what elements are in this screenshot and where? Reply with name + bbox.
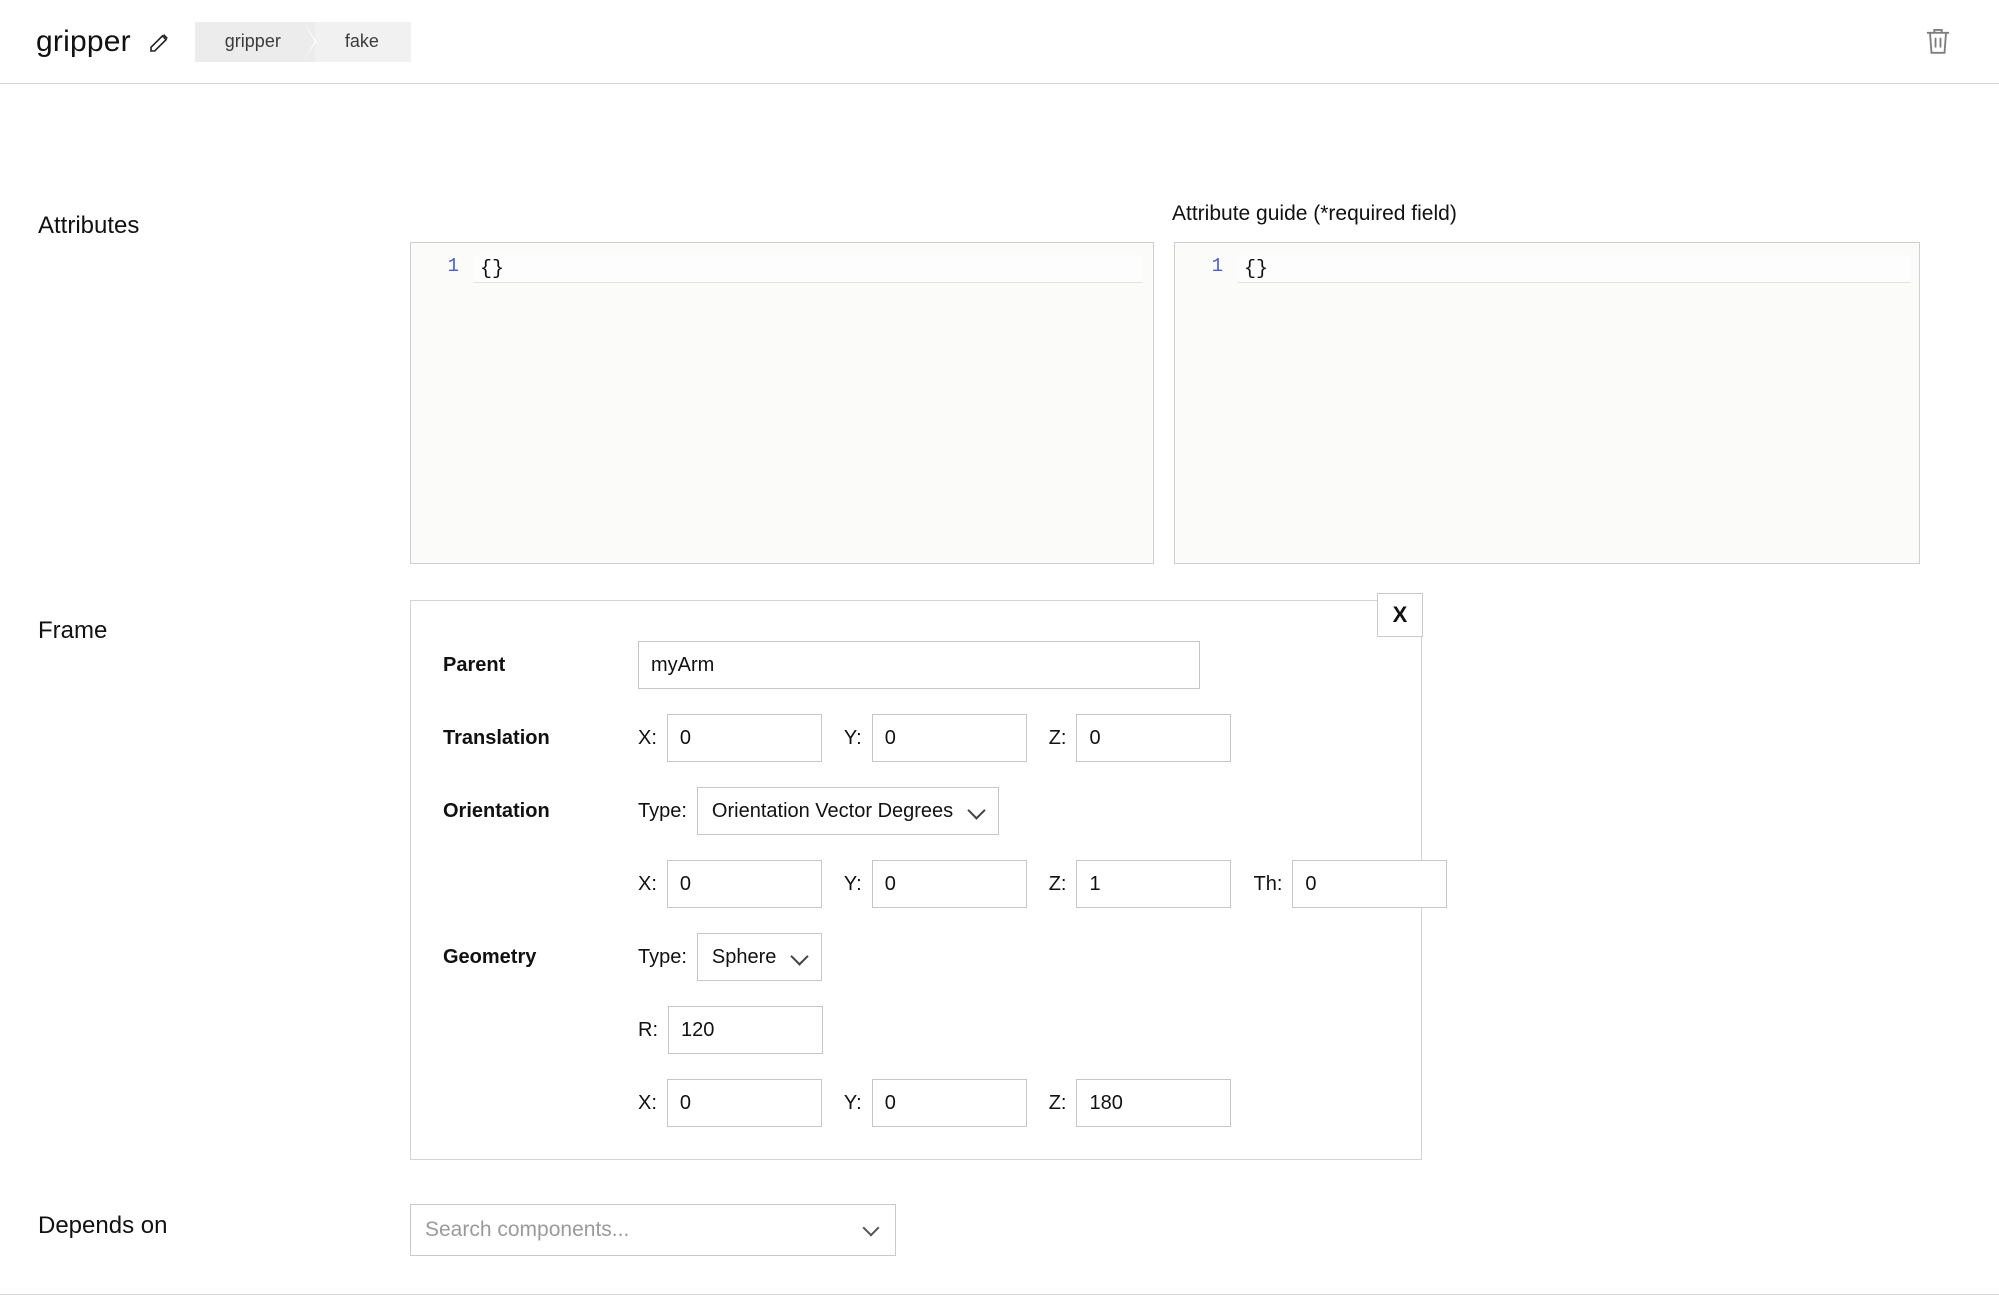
breadcrumb-item-1[interactable]: fake [315,22,411,62]
close-icon[interactable]: X [1377,593,1423,637]
attribute-guide-line-number: 1 [1211,255,1223,277]
geometry-radius-row [638,1006,823,1054]
orientation-type-select-wrap[interactable] [697,787,999,835]
geometry-x-field[interactable] [667,1079,822,1127]
orientation-type-label: Type: [638,799,687,822]
orientation-x-field[interactable] [667,860,822,908]
orientation-z-label: Z: [1048,872,1067,895]
depends-on-placeholder: Search components... [425,1218,630,1241]
frame-panel [410,600,1422,1160]
orientation-type-select[interactable] [697,787,999,835]
geometry-position-row [638,1079,1231,1127]
attribute-guide-line-1[interactable]: {} [1237,255,1911,283]
translation-z-field[interactable] [1076,714,1231,762]
attribute-guide-content[interactable] [1237,243,1919,563]
translation-x-label: X: [638,726,657,749]
orientation-row [443,787,999,835]
orientation-values-row [638,860,1447,908]
attributes-editor-line-1[interactable]: {} [473,255,1143,283]
geometry-y-field[interactable] [872,1079,1027,1127]
page-title: gripper [36,24,131,58]
translation-label: Translation [443,726,550,749]
geometry-type-label: Type: [638,945,687,968]
geometry-r-field[interactable] [668,1006,823,1054]
breadcrumb [195,22,411,62]
attributes-editor[interactable] [410,242,1154,564]
translation-y-field[interactable] [872,714,1027,762]
breadcrumb-item-0[interactable]: gripper [195,22,315,62]
pencil-icon[interactable] [147,29,173,55]
parent-field[interactable] [638,641,1200,689]
attributes-editor-content[interactable] [473,243,1153,563]
depends-on-label: Depends on [38,1212,168,1239]
attribute-guide-editor[interactable] [1174,242,1920,564]
geometry-y-label: Y: [843,1091,862,1114]
orientation-z-field[interactable] [1076,860,1231,908]
geometry-z-field[interactable] [1076,1079,1231,1127]
translation-z-label: Z: [1048,726,1067,749]
geometry-r-label: R: [638,1018,658,1041]
geometry-x-label: X: [638,1091,657,1114]
parent-row [443,641,1200,689]
trash-icon[interactable] [1923,26,1953,58]
frame-label: Frame [38,617,108,644]
orientation-label: Orientation [443,799,550,822]
orientation-th-field[interactable] [1292,860,1447,908]
geometry-z-label: Z: [1048,1091,1067,1114]
geometry-type-select[interactable] [697,933,822,981]
translation-y-label: Y: [843,726,862,749]
attributes-editor-line-number: 1 [447,255,459,277]
geometry-type-select-wrap[interactable] [697,933,822,981]
translation-row [443,714,1231,762]
geometry-row [443,933,822,981]
orientation-y-label: Y: [843,872,862,895]
chevron-down-icon[interactable] [863,1220,880,1237]
depends-on-search-select[interactable] [410,1204,896,1256]
attribute-guide-label: Attribute guide (*required field) [1172,202,1457,225]
parent-label: Parent [443,653,506,676]
attributes-label: Attributes [38,212,140,239]
geometry-label: Geometry [443,945,537,968]
orientation-th-label: Th: [1253,872,1283,895]
translation-x-field[interactable] [667,714,822,762]
orientation-y-field[interactable] [872,860,1027,908]
orientation-x-label: X: [638,872,657,895]
page-header [0,0,1999,84]
